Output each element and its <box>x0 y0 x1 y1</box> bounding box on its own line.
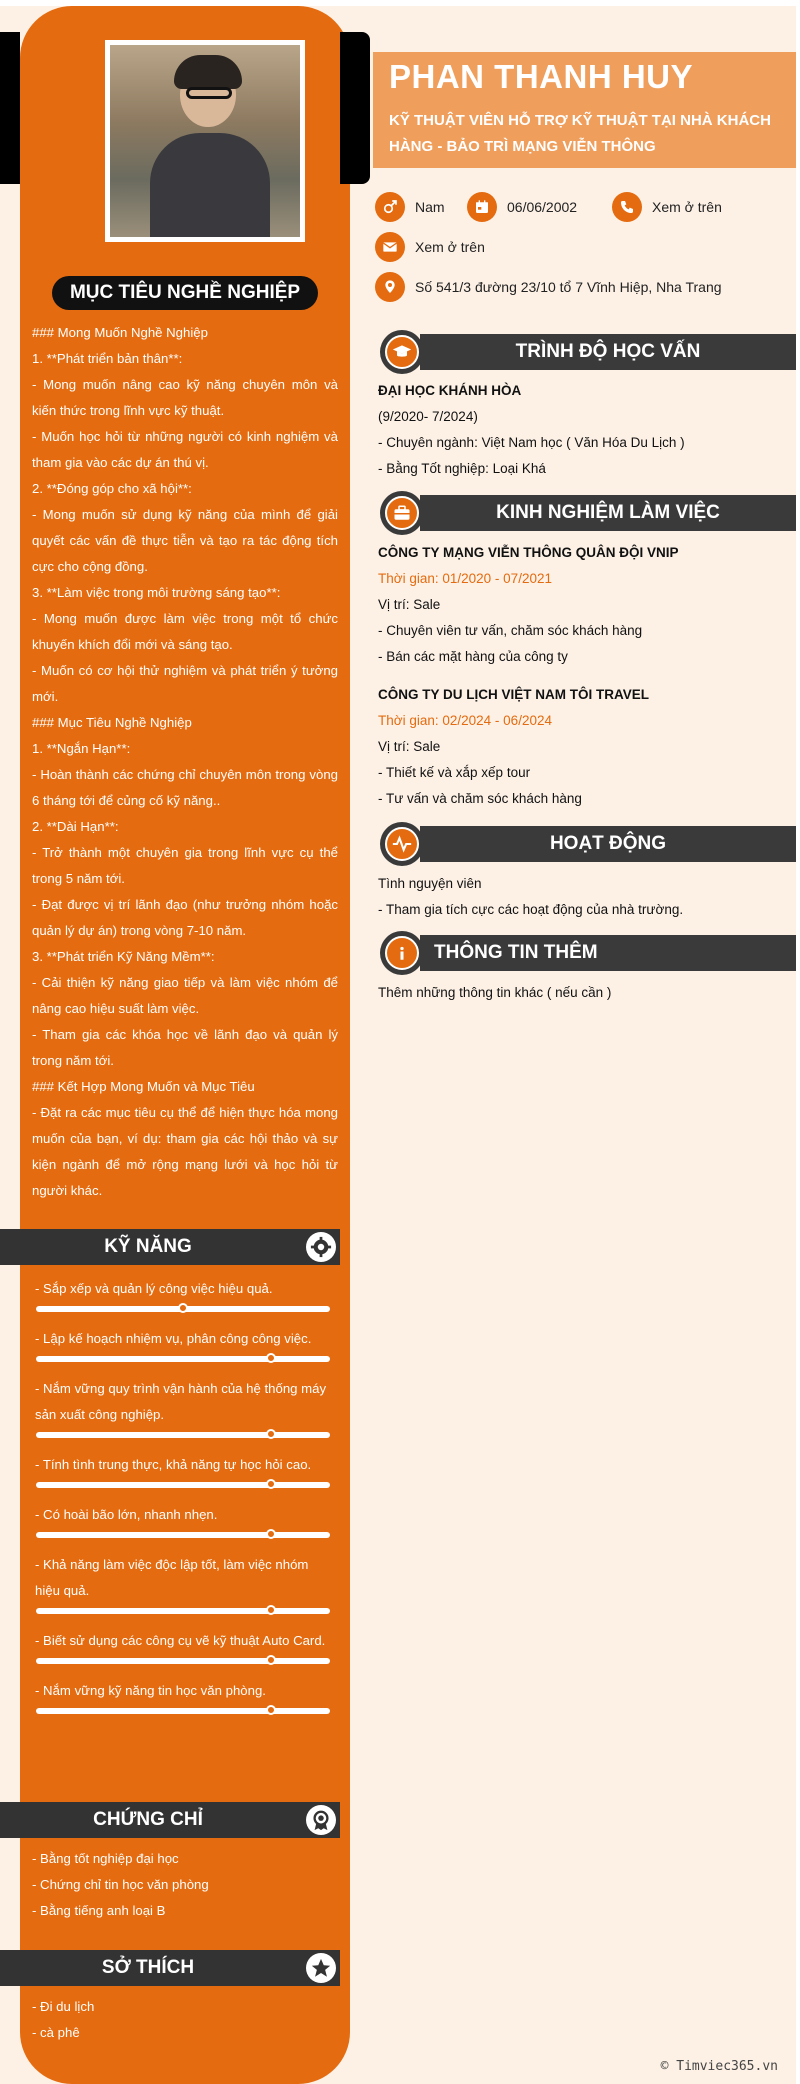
education-block <box>378 378 788 482</box>
objective-line: - Hoàn thành các chứng chỉ chuyên môn trong vòng 6 tháng tới để củng cố kỹ năng.. <box>32 767 338 808</box>
skill-bar <box>36 1658 330 1664</box>
pulse-icon <box>385 827 419 861</box>
hobbies-list <box>32 1994 332 2046</box>
skill-bar <box>36 1532 330 1538</box>
gear-icon <box>306 1232 336 1262</box>
school-name: ĐẠI HỌC KHÁNH HÒA <box>378 383 522 398</box>
objective-line: 2. **Đóng góp cho xã hội**: <box>32 481 192 496</box>
objective-line: - Đặt ra các mục tiêu cụ thể để hiện thực hóa mong muốn của bạn, ví dụ: tham gia các hội thảo và sự kiện ngành để mở rộng mạng lưới và học hỏi từ người khác. <box>32 1105 338 1198</box>
skill-item <box>35 1276 335 1312</box>
certificate-item: - Bằng tốt nghiệp đại học <box>32 1851 179 1866</box>
activity-line: - Tham gia tích cực các hoạt động của nhà trường. <box>378 902 684 917</box>
skill-item <box>35 1326 335 1362</box>
avatar-image <box>110 45 300 237</box>
education-title: TRÌNH ĐỘ HỌC VẤN <box>420 334 796 370</box>
skill-item <box>35 1552 335 1614</box>
skill-label: - Khả năng làm việc độc lập tốt, làm việc nhóm hiệu quả. <box>35 1557 309 1598</box>
objective-line: - Trở thành một chuyên gia trong lĩnh vực cụ thể trong 5 năm tới. <box>32 845 338 886</box>
objective-line: - Mong muốn nâng cao kỹ năng chuyên môn và kiến thức trong lĩnh vực kỹ thuật. <box>32 377 338 418</box>
birthday-row <box>467 192 577 222</box>
extra-info-title: THÔNG TIN THÊM <box>420 935 796 971</box>
award-icon <box>306 1805 336 1835</box>
job-time: Thời gian: 01/2020 - 07/2021 <box>378 571 552 586</box>
job-line: Vị trí: Sale <box>378 739 441 754</box>
decor-bar-right <box>340 32 370 184</box>
skill-level-knob <box>266 1353 276 1363</box>
skill-label: - Lập kế hoạch nhiệm vụ, phân công công việc. <box>35 1331 312 1346</box>
certificates-header <box>0 1802 340 1838</box>
hobby-item: - Đi du lịch <box>32 1999 95 2014</box>
activities-block <box>378 871 788 923</box>
skill-bar <box>36 1482 330 1488</box>
briefcase-icon <box>385 496 419 530</box>
extra-info-block <box>378 980 788 1006</box>
skill-level-knob <box>178 1303 188 1313</box>
decor-bar-left <box>0 32 20 184</box>
company-name: CÔNG TY MẠNG VIỄN THÔNG QUÂN ĐỘI VNIP <box>378 545 679 560</box>
job-line: - Chuyên viên tư vấn, chăm sóc khách hàng <box>378 623 643 638</box>
gender-value: Nam <box>415 199 445 215</box>
objective-line: 3. **Làm việc trong môi trường sáng tạo**: <box>32 585 281 600</box>
email-row <box>375 232 485 262</box>
certificate-item: - Chứng chỉ tin học văn phòng <box>32 1877 209 1892</box>
objective-line: 3. **Phát triển Kỹ Năng Mềm**: <box>32 949 215 964</box>
address-value: Số 541/3 đường 23/10 tổ 7 Vĩnh Hiệp, Nha Trang <box>415 279 722 295</box>
objective-line: - Tham gia các khóa học về lãnh đạo và quản lý trong năm tới. <box>32 1027 338 1068</box>
job-block <box>378 682 788 812</box>
objective-line: 1. **Ngắn Hạn**: <box>32 741 131 756</box>
education-header <box>380 334 796 370</box>
education-line: - Bằng Tốt nghiệp: Loại Khá <box>378 461 546 476</box>
skill-item <box>35 1452 335 1488</box>
skill-level-knob <box>266 1429 276 1439</box>
education-line: - Chuyên ngành: Việt Nam học ( Văn Hóa Du Lịch ) <box>378 435 685 450</box>
skill-item <box>35 1678 335 1714</box>
education-period: (9/2020- 7/2024) <box>378 409 478 424</box>
gender-row <box>375 192 445 222</box>
skill-level-knob <box>266 1529 276 1539</box>
star-icon <box>306 1953 336 1983</box>
experience-header <box>380 495 796 531</box>
objective-line: ### Kết Hợp Mong Muốn và Mục Tiêu <box>32 1079 255 1094</box>
skill-item <box>35 1628 335 1664</box>
job-block <box>378 540 788 670</box>
hobby-item: - cà phê <box>32 2025 80 2040</box>
full-name: PHAN THANH HUY <box>389 58 693 95</box>
phone-value: Xem ở trên <box>652 199 722 215</box>
objective-line: - Muốn có cơ hội thử nghiệm và phát triển ý tưởng mới. <box>32 663 338 704</box>
avatar <box>105 40 305 242</box>
objective-title: MỤC TIÊU NGHỀ NGHIỆP <box>52 276 318 310</box>
skill-level-knob <box>266 1605 276 1615</box>
calendar-icon <box>467 192 497 222</box>
skill-level-knob <box>266 1479 276 1489</box>
graduation-cap-icon <box>385 335 419 369</box>
skill-level-knob <box>266 1705 276 1715</box>
location-pin-icon <box>375 272 405 302</box>
objective-line: - Đạt được vị trí lãnh đạo (như trưởng nhóm hoặc quản lý dự án) trong vòng 7-10 năm. <box>32 897 338 938</box>
objective-line: - Mong muốn sử dụng kỹ năng của mình để giải quyết các vấn đề thực tiễn và tạo ra tác động tích cực cho cộng đồng. <box>32 507 338 574</box>
certificate-item: - Bằng tiếng anh loại B <box>32 1903 166 1918</box>
skill-bar <box>36 1356 330 1362</box>
email-value: Xem ở trên <box>415 239 485 255</box>
skill-bar <box>36 1306 330 1312</box>
skill-bar <box>36 1608 330 1614</box>
skill-label: - Biết sử dụng các công cụ vẽ kỹ thuật Auto Card. <box>35 1633 326 1648</box>
job-title: KỸ THUẬT VIÊN HỖ TRỢ KỸ THUẬT TẠI NHÀ KHÁCH HÀNG - BẢO TRÌ MẠNG VIỄN THÔNG <box>389 112 771 155</box>
job-line: Vị trí: Sale <box>378 597 441 612</box>
birthday-value: 06/06/2002 <box>507 199 578 215</box>
phone-row <box>612 192 722 222</box>
name-header <box>373 52 796 168</box>
address-row <box>375 272 722 302</box>
job-line: - Thiết kế và xắp xếp tour <box>378 765 531 780</box>
skill-bar <box>36 1708 330 1714</box>
hobbies-header <box>0 1950 340 1986</box>
gender-icon <box>375 192 405 222</box>
certificates-list <box>32 1846 332 1924</box>
objective-line: 1. **Phát triển bản thân**: <box>32 351 183 366</box>
footer-watermark: © Timviec365.vn <box>660 2059 778 2074</box>
skills-title: KỸ NĂNG <box>104 1236 192 1257</box>
extra-info-header <box>380 935 796 971</box>
skill-label: - Sắp xếp và quản lý công việc hiệu quả. <box>35 1281 273 1296</box>
skill-label: - Nắm vững kỹ năng tin học văn phòng. <box>35 1683 266 1698</box>
experience-title: KINH NGHIỆM LÀM VIỆC <box>420 495 796 531</box>
company-name: CÔNG TY DU LỊCH VIỆT NAM TÔI TRAVEL <box>378 687 650 702</box>
objective-line: ### Mục Tiêu Nghề Nghiệp <box>32 715 192 730</box>
skill-label: - Tính tình trung thực, khả năng tự học hỏi cao. <box>35 1457 312 1472</box>
skills-list <box>35 1276 335 1728</box>
skill-label: - Nắm vững quy trình vận hành của hệ thống máy sản xuất công nghiệp. <box>35 1381 327 1422</box>
objective-line: - Mong muốn được làm việc trong một tổ chức khuyến khích đổi mới và sáng tạo. <box>32 611 338 652</box>
skills-header <box>0 1229 340 1265</box>
skill-bar <box>36 1432 330 1438</box>
phone-icon <box>612 192 642 222</box>
skill-item <box>35 1376 335 1438</box>
skill-level-knob <box>266 1655 276 1665</box>
mail-icon <box>375 232 405 262</box>
objective-line: - Muốn học hỏi từ những người có kinh nghiệm và tham gia vào các dự án thú vị. <box>32 429 338 470</box>
activities-title: HOẠT ĐỘNG <box>420 826 796 862</box>
objective-text <box>32 320 338 1204</box>
objective-line: - Cải thiện kỹ năng giao tiếp và làm việc nhóm để nâng cao hiệu suất làm việc. <box>32 975 338 1016</box>
skill-label: - Có hoài bão lớn, nhanh nhẹn. <box>35 1507 218 1522</box>
job-line: - Tư vấn và chăm sóc khách hàng <box>378 791 582 806</box>
objective-line: 2. **Dài Hạn**: <box>32 819 119 834</box>
skill-item <box>35 1502 335 1538</box>
extra-line: Thêm những thông tin khác ( nếu cần ) <box>378 985 612 1000</box>
objective-line: ### Mong Muốn Nghề Nghiệp <box>32 325 208 340</box>
job-time: Thời gian: 02/2024 - 06/2024 <box>378 713 552 728</box>
hobbies-title: SỞ THÍCH <box>101 1957 195 1978</box>
activities-header <box>380 826 796 862</box>
activity-line: Tình nguyện viên <box>378 876 482 891</box>
certificates-title: CHỨNG CHỈ <box>93 1809 203 1830</box>
job-line: - Bán các mặt hàng của công ty <box>378 649 568 664</box>
info-icon <box>385 936 419 970</box>
